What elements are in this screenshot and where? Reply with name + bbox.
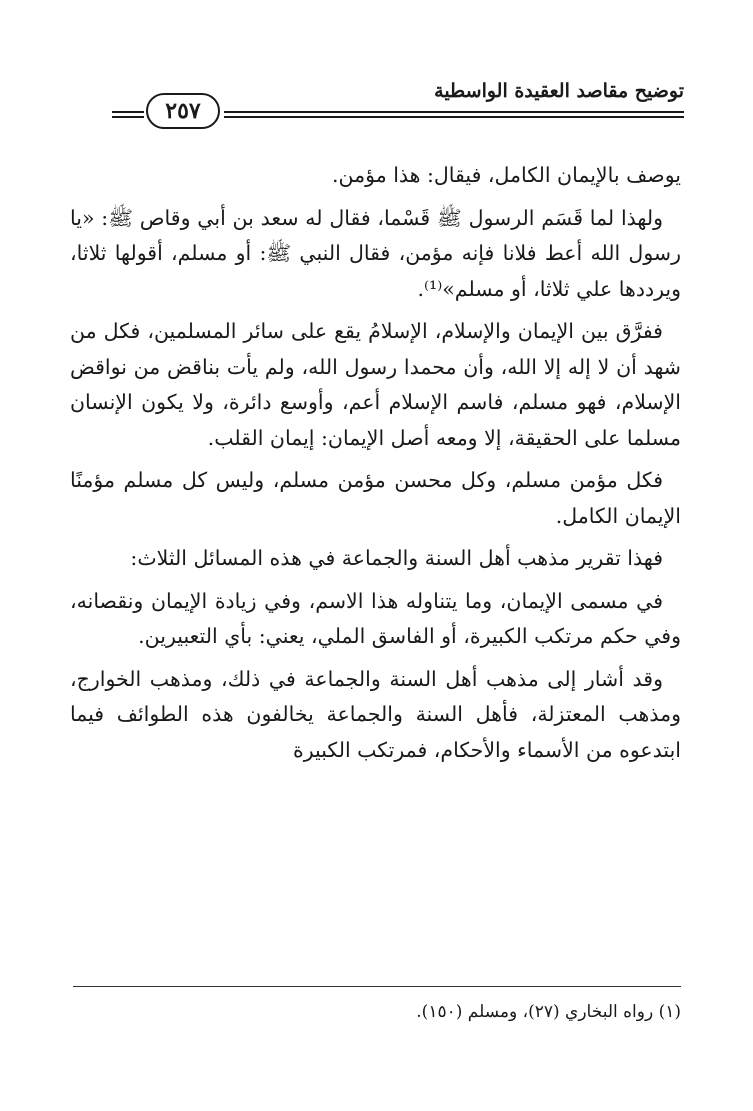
page-header	[112, 78, 684, 128]
header-rule	[224, 116, 684, 118]
page-number: ٢٥٧	[146, 93, 220, 129]
paragraph: فكل مؤمن مسلم، وكل محسن مؤمن مسلم، وليس كل مسلم مؤمنًا الإيمان الكامل.	[70, 468, 681, 528]
paragraph: وقد أشار إلى مذهب أهل السنة والجماعة في ذلك، ومذهب الخوارج، ومذهب المعتزلة، فأهل السنة والجماعة يخالفون هذه الطوائف فيما ابتدعوه من الأسماء والأحكام، فمرتكب الكبيرة	[70, 666, 681, 762]
footnote-separator	[73, 986, 681, 987]
paragraph: ففرَّق بين الإيمان والإسلام، الإسلامُ يقع على سائر المسلمين، فكل من شهد أن لا إله إلا الله، وأن محمدا رسول الله، ولم يأت بناقض من نواقض الإسلام، فهو مسلم، فاسم الإسلام أعم، وأوسع دائرة، ولا يكون الإنسان مسلما على الحقيقة، إلا ومعه أصل الإيمان: إيمان القلب.	[70, 319, 681, 450]
footnote: (١) رواه البخاري (٢٧)، ومسلم (١٥٠).	[416, 1002, 681, 1022]
header-rule	[112, 111, 144, 113]
paragraph: فهذا تقرير مذهب أهل السنة والجماعة في هذه المسائل الثلاث:	[130, 546, 663, 570]
header-rule	[112, 116, 144, 118]
header-rule	[224, 111, 684, 113]
running-title: توضيح مقاصد العقيدة الواسطية	[434, 80, 684, 102]
body-text	[70, 158, 681, 768]
paragraph: ولهذا لما قَسَم الرسول ﷺ قَسْما، فقال له سعد بن أبي وقاص ﷺ: «يا رسول الله أعط فلانا فإنه مؤمن، فقال النبي ﷺ: أو مسلم، أقولها ثلاثا، ويرددها علي ثلاثا، أو مسلم»⁽¹⁾.	[70, 205, 681, 301]
paragraph: في مسمى الإيمان، وما يتناوله هذا الاسم، وفي زيادة الإيمان ونقصانه، وفي حكم مرتكب الكبيرة، أو الفاسق الملي، يعني: بأي التعبيرين.	[70, 588, 681, 648]
paragraph: يوصف بالإيمان الكامل، فيقال: هذا مؤمن.	[332, 163, 681, 187]
